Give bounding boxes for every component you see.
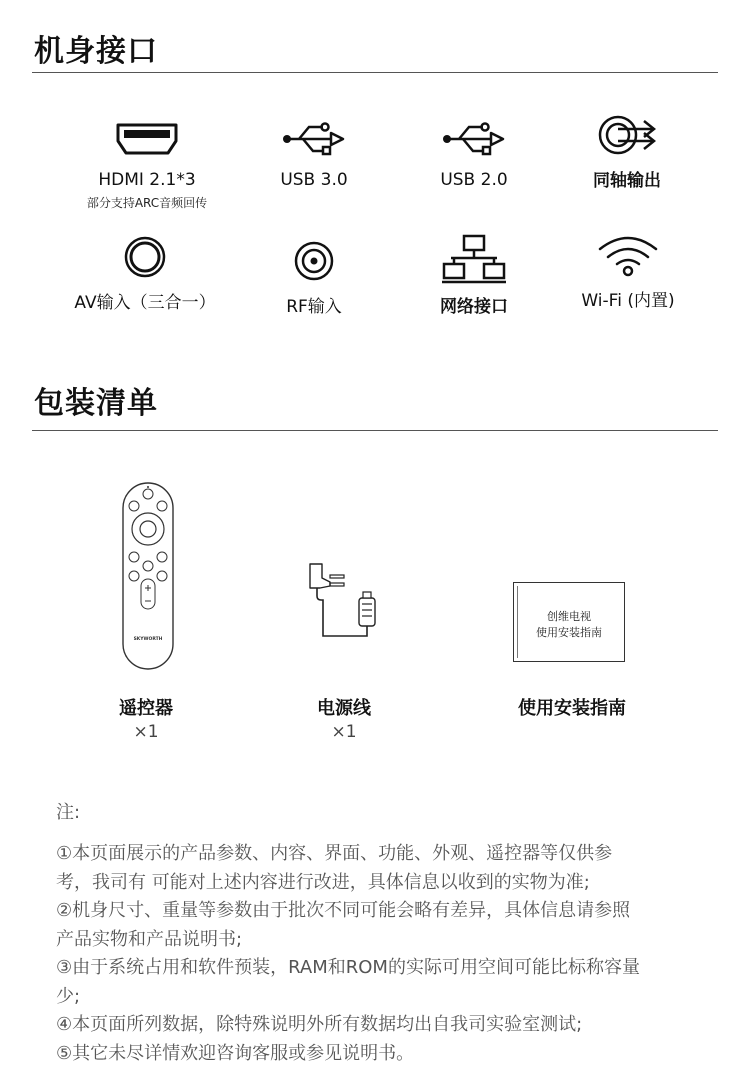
- port-hdmi-sublabel: 部分支持ARC音频回传: [86, 196, 208, 210]
- note-line: ④本页面所列数据，除特殊说明外所有数据均出自我司实验室测试;: [56, 1014, 583, 1035]
- remote-brand-text: SKYWORTH: [133, 637, 163, 642]
- note-line: ⑤其它未尽详情欢迎咨询客服或参见说明书。: [56, 1042, 415, 1064]
- usb-icon: [279, 114, 349, 164]
- port-rf-label: RF输入: [286, 297, 342, 317]
- port-usb3: [229, 114, 399, 190]
- rf-input-icon: [279, 236, 349, 286]
- port-wifi: [543, 230, 713, 311]
- port-hdmi: [62, 114, 232, 211]
- package-divider: [32, 430, 718, 431]
- network-port-icon: [439, 232, 509, 286]
- coaxial-output-icon: [592, 110, 662, 160]
- package-section-title: 包装清单: [34, 386, 158, 421]
- package-item-remote: [46, 694, 246, 742]
- package-item-cable-qty: ×1: [331, 722, 357, 742]
- port-usb3-label: USB 3.0: [280, 170, 348, 190]
- interfaces-divider: [32, 72, 718, 73]
- port-network-label: 网络接口: [440, 297, 508, 317]
- port-coaxial: [542, 110, 712, 191]
- port-wifi-label: Wi-Fi (内置): [581, 291, 675, 311]
- guide-booklet-line1: 创维电视: [547, 610, 591, 623]
- note-line: 少;: [56, 985, 81, 1007]
- notes-title: 注:: [56, 802, 81, 823]
- port-av: [60, 232, 230, 313]
- usb-icon: [439, 114, 509, 164]
- port-coaxial-label: 同轴输出: [593, 171, 661, 191]
- port-rf: [229, 236, 399, 317]
- port-network: [389, 232, 559, 317]
- package-item-remote-label: 遥控器: [119, 698, 173, 719]
- port-av-label: AV输入（三合一）: [74, 293, 216, 313]
- note-line: ③由于系统占用和软件预装，RAM和ROM的实际可用空间可能比标称容量: [56, 957, 640, 978]
- package-item-cable-label: 电源线: [317, 698, 371, 719]
- av-input-icon: [110, 232, 180, 282]
- package-item-cable: [244, 694, 444, 742]
- notes-section: [56, 798, 706, 1068]
- guide-booklet-image: [513, 582, 625, 662]
- interfaces-section-title: 机身接口: [34, 34, 158, 69]
- package-item-guide-label: 使用安装指南: [518, 698, 626, 719]
- package-item-remote-qty: ×1: [133, 722, 159, 742]
- remote-control-image: [120, 480, 176, 672]
- port-hdmi-label: HDMI 2.1*3: [98, 170, 196, 190]
- power-cable-image: [302, 556, 382, 642]
- note-line: 考，我司有 可能对上述内容进行改进，具体信息以收到的实物为准;: [56, 871, 590, 893]
- note-line: ②机身尺寸、重量等参数由于批次不同可能会略有差异，具体信息请参照: [56, 900, 631, 921]
- wifi-icon: [593, 230, 663, 280]
- guide-booklet-line2: 使用安装指南: [536, 626, 602, 639]
- note-line: ①本页面展示的产品参数、内容、界面、功能、外观、遥控器等仅供参: [56, 843, 613, 864]
- port-usb2: [389, 114, 559, 190]
- note-line: 产品实物和产品说明书;: [56, 928, 243, 950]
- notes-list: [56, 840, 706, 1068]
- port-usb2-label: USB 2.0: [440, 170, 508, 190]
- package-item-guide: [472, 694, 672, 720]
- hdmi-port-icon: [112, 114, 182, 164]
